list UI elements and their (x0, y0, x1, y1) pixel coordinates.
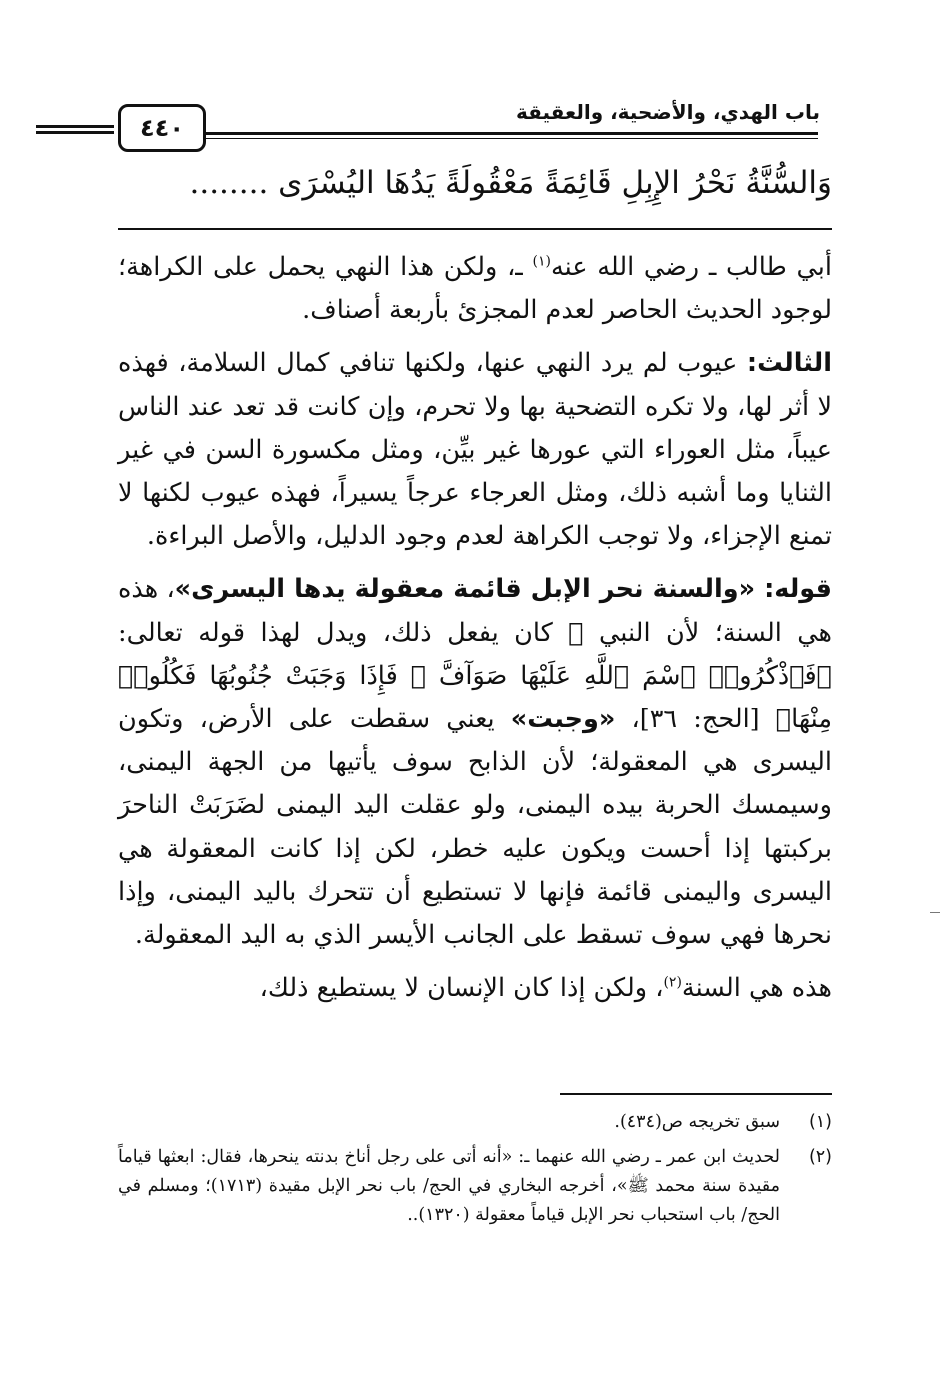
scan-edge-mark (930, 912, 940, 913)
footnote-separator (560, 1093, 832, 1095)
quoted-word: «وجبت» (510, 704, 616, 735)
matn-quote: «والسنة نحر الإبل قائمة معقولة يدها اليسرى» (174, 574, 765, 605)
paragraph-2: الثالث: عيوب لم يرد النهي عنها، ولكنها تنافي كمال السلامة، فهذه لا أثر لها، ولا تكره التضحية بها ولا تحرم، وإن كانت قد تعد عند الناس عيباً، مثل العوراء التي عورها غير بيِّن، ومثل مكسورة السن في غير الثنايا وما أشبه ذلك، ومثل العرجاء عرجاً يسيراً، فهذه عيوب لكنها لا تمنع الإجزاء، ولا توجب الكراهة لعدم وجود الدليل، والأصل البراءة. (118, 348, 832, 552)
paragraph-label: الثالث: (746, 348, 832, 379)
footnote-ref-2[interactable]: (٢) (663, 974, 682, 991)
footnote-ref-1[interactable]: (١) (532, 253, 551, 270)
page-number: ٤٤٠ (118, 104, 206, 152)
header-rule (203, 132, 818, 135)
paragraph-1: أبي طالب ـ رضي الله عنه$^{(١)}$ ـ، ولكن هذا النهي يحمل على الكراهة؛ لوجود الحديث الحاصر لعدم المجزئ بأربعة أصناف. (118, 252, 832, 326)
footnote-number: (١) (808, 1112, 832, 1132)
header-ornament-lines (36, 125, 114, 135)
paragraph-3: قوله: «والسنة نحر الإبل قائمة معقولة يدها اليسرى»، هذه هي السنة؛ لأن النبي ﷺ كان يفعل ذلك، ويدل لهذا قوله تعالى: ﴿فَٱذْكُرُوا۟ ٱسْمَ ٱللَّهِ عَلَيْهَا صَوَآفَّ ۖ فَإِذَا وَجَبَتْ جُنُوبُهَا فَكُلُوا۟ مِنْهَا﴾ [الحج: ٣٦]، «وجبت» يعني سقطت على الأرض، وتكون اليسرى هي المعقولة؛ لأن الذابح سوف يأتيها من الجهة اليمنى، وسيمسك الحربة بيده اليمنى، ولو عقلت اليد اليمنى لضَرَبَتْ الناحرَ بركبتها إذا أحست ويكون عليه خطر، لكن إذا كانت المعقولة هي اليسرى واليمنى قائمة فإنها لا تستطيع أن تتحرك باليد اليمنى، وإذا نحرها فهي سوف تسقط على الجانب الأيسر الذي به اليد المعقولة. (118, 574, 832, 951)
footnote (118, 1143, 832, 1230)
footnote (118, 1108, 832, 1137)
commentary-body (118, 246, 832, 1010)
paragraph-4: هذه هي السنة$^{(٢)}$، ولكن إذا كان الإنسان لا يستطيع ذلك، (259, 973, 832, 1004)
footnote-text: سبق تخريجه ص(٤٣٤). (614, 1112, 780, 1132)
paragraph-label: قوله: (764, 574, 832, 605)
matn-line: وَالسُّنَّةُ نَحْرُ الإِبِلِ قَائِمَةً مَعْقُولَةً يَدُهَا اليُسْرَى ........ (189, 165, 832, 201)
header-rule-thin (203, 138, 818, 139)
footnote-text: لحديث ابن عمر ـ رضي الله عنهما ـ: «أنه أتى على رجل أناخ بدنته ينحرها، فقال: ابعثها قياماً مقيدة سنة محمد ﷺ»، أخرجه البخاري في الحج/ باب نحر الإبل مقيدة (١٧١٣)؛ ومسلم في الحج/ باب استحباب نحر الإبل قياماً معقولة (١٣٢٠).. (118, 1147, 780, 1225)
matn-divider (118, 228, 832, 230)
footnote-number: (٢) (808, 1147, 832, 1167)
chapter-title: باب الهدي، والأضحية، والعقيقة (515, 100, 820, 124)
footnotes (118, 1108, 832, 1236)
